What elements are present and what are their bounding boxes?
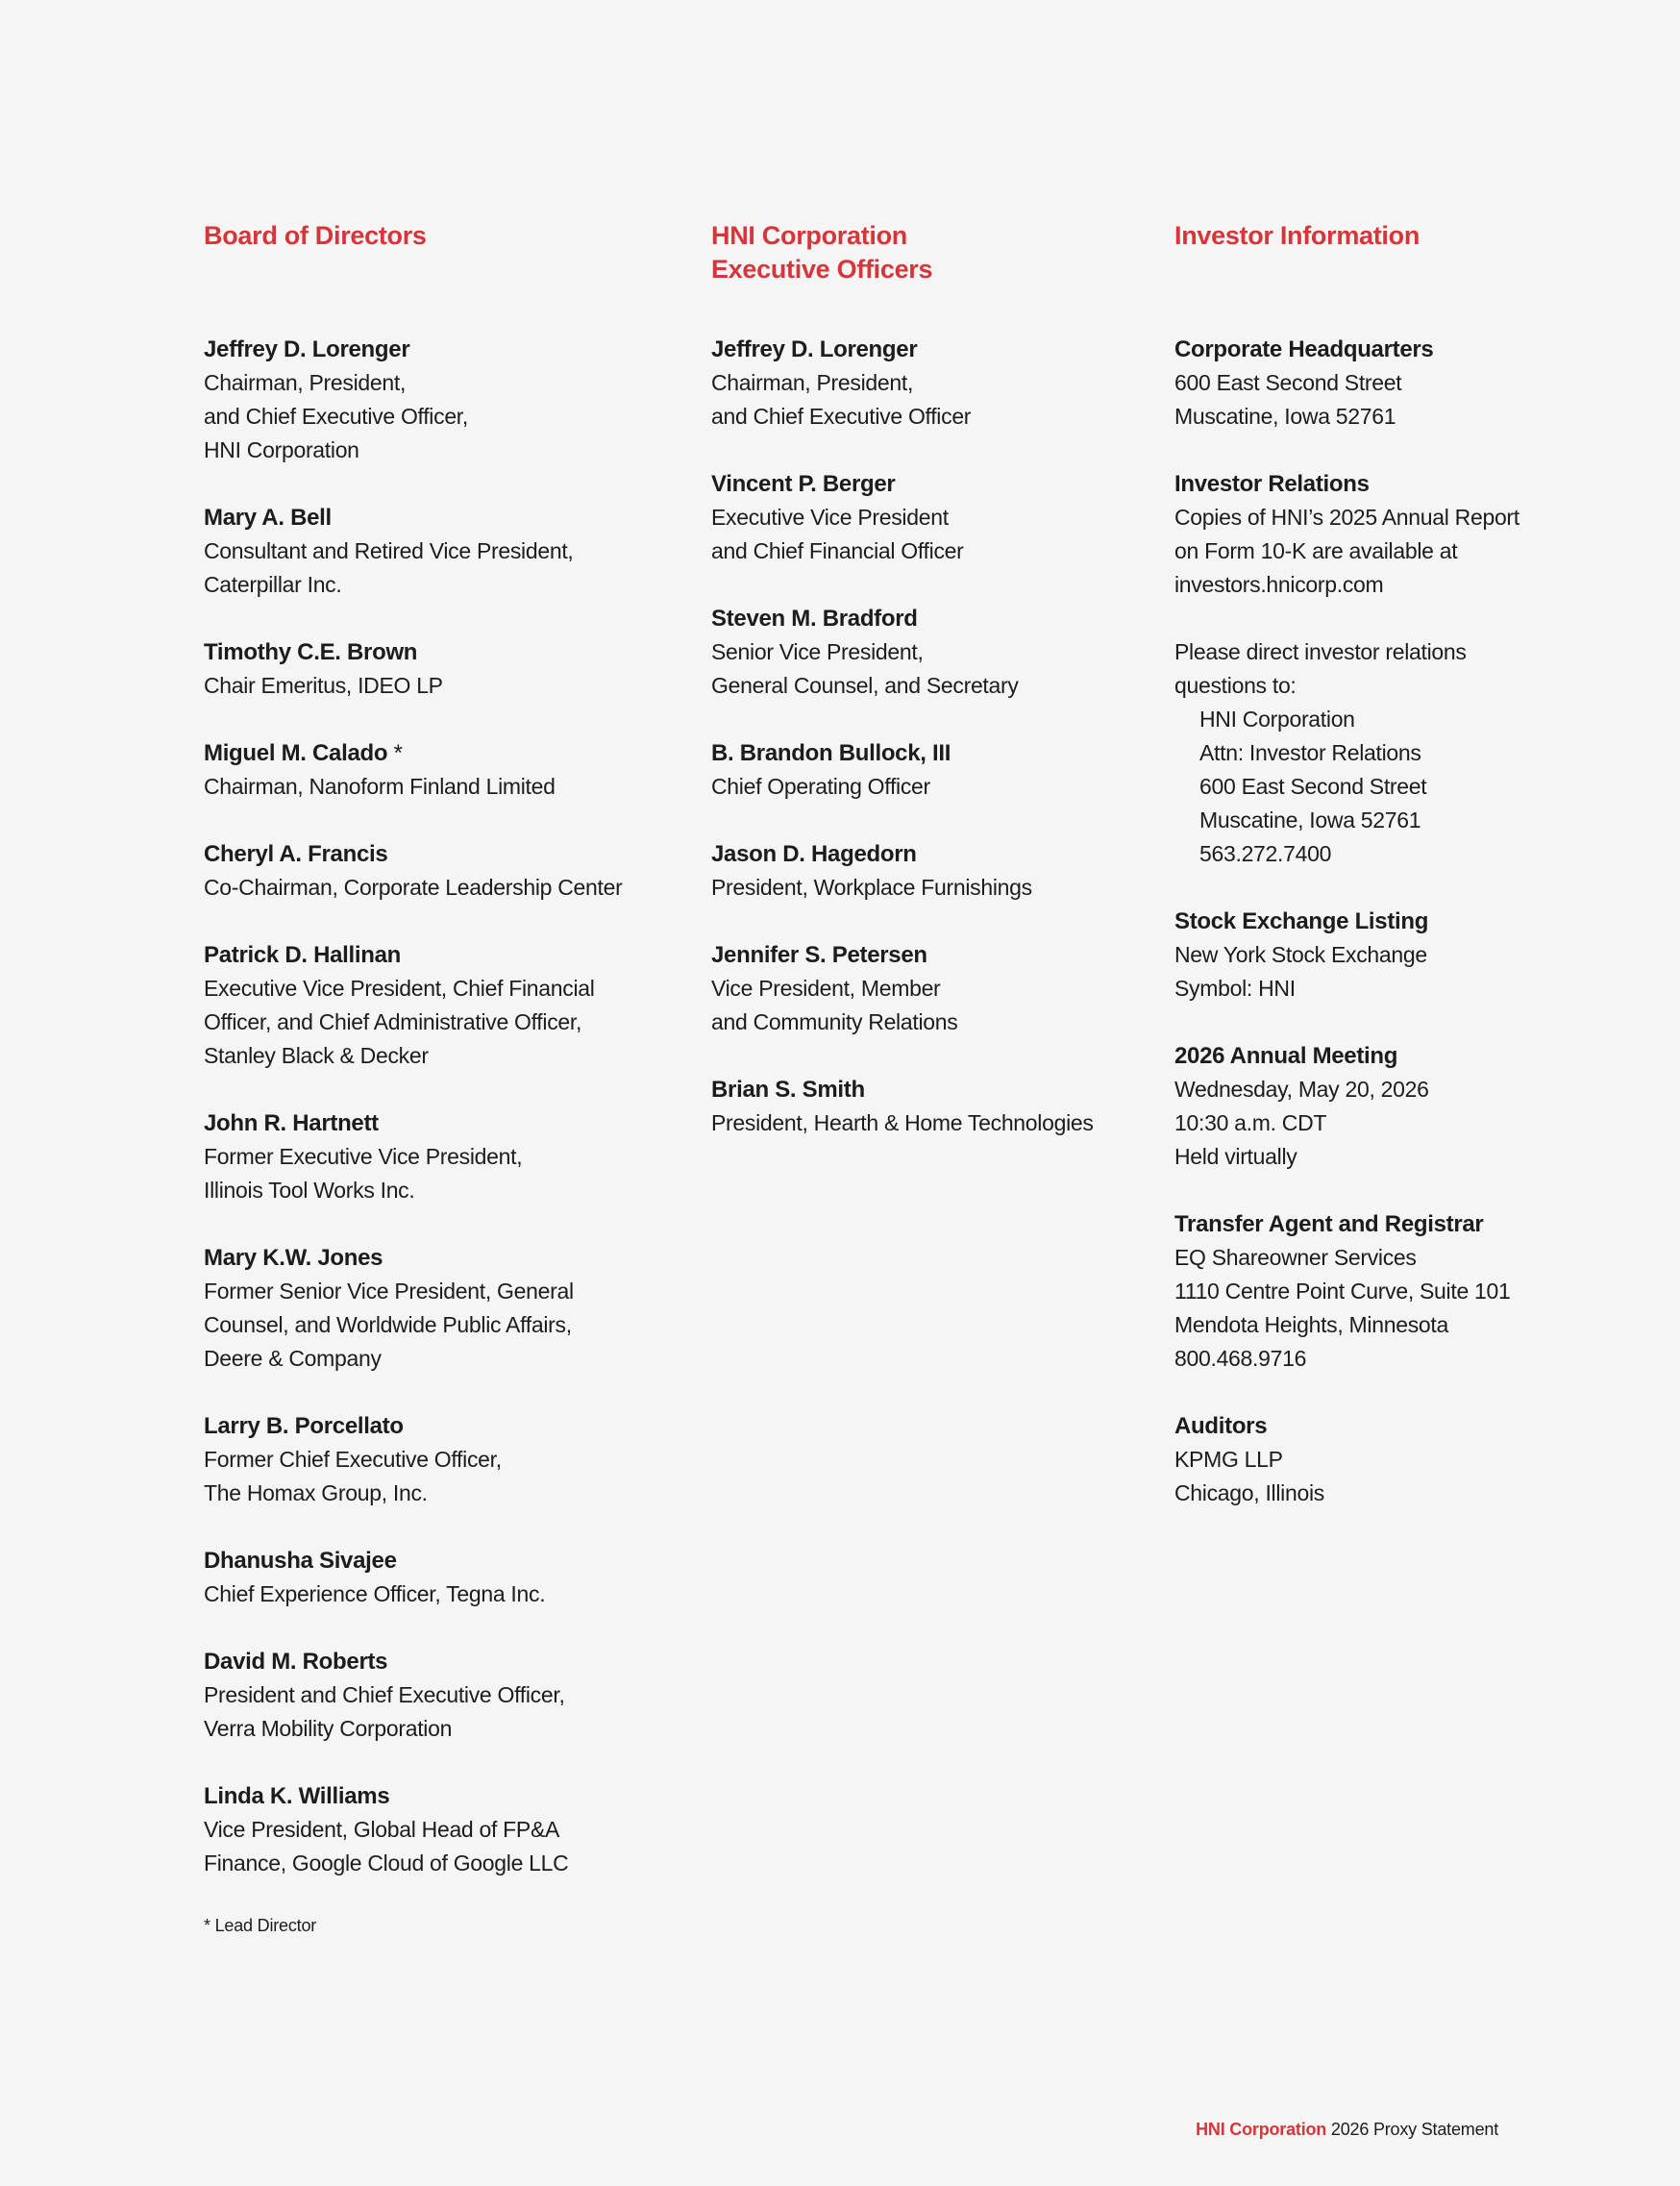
investor-address-line: Muscatine, Iowa 52761 <box>1199 807 1421 832</box>
director-name: Jeffrey D. Lorenger <box>204 336 410 362</box>
director-name: David M. Roberts <box>204 1649 388 1675</box>
director-name: Miguel M. Calado <box>204 740 388 766</box>
annual-meeting-time: 10:30 a.m. CDT <box>1174 1110 1327 1135</box>
executives-heading-line: HNI Corporation <box>711 221 907 250</box>
director-entry <box>204 333 704 467</box>
officer-title-line: and Chief Executive Officer <box>711 404 972 429</box>
director-role-line: Vice President, Global Head of FP&A <box>204 1817 560 1842</box>
director-name: Mary K.W. Jones <box>204 1245 383 1271</box>
stock-symbol: Symbol: HNI <box>1174 976 1296 1001</box>
board-heading: Board of Directors <box>204 221 427 250</box>
director-role-line: Former Executive Vice President, <box>204 1144 523 1169</box>
director-role-line: Illinois Tool Works Inc. <box>204 1178 415 1203</box>
officer-name: Jennifer S. Petersen <box>711 942 927 968</box>
director-role-line: Chairman, Nanoform Finland Limited <box>204 774 556 799</box>
director-entry <box>204 1409 704 1510</box>
investor-contact-line: questions to: <box>1174 673 1297 698</box>
transfer-agent-phone: 800.468.9716 <box>1174 1346 1307 1371</box>
officer-entry <box>711 1073 1173 1140</box>
annual-meeting-title: 2026 Annual Meeting <box>1174 1043 1398 1069</box>
transfer-agent-section <box>1174 1207 1636 1376</box>
officer-name: Brian S. Smith <box>711 1077 865 1103</box>
officer-entry <box>711 333 1173 434</box>
investor-contact-line: Please direct investor relations <box>1174 639 1467 664</box>
lead-director-footnote: * Lead Director <box>204 1916 317 1935</box>
director-name: John R. Hartnett <box>204 1110 379 1136</box>
director-role-line: Verra Mobility Corporation <box>204 1716 453 1741</box>
officer-title-line: Chairman, President, <box>711 370 914 395</box>
officer-entry <box>711 938 1173 1039</box>
transfer-agent-title: Transfer Agent and Registrar <box>1174 1211 1484 1237</box>
director-role-line: Finance, Google Cloud of Google LLC <box>204 1851 569 1875</box>
director-name: Mary A. Bell <box>204 505 332 531</box>
investor-phone: 563.272.7400 <box>1199 841 1332 866</box>
director-name: Larry B. Porcellato <box>204 1413 404 1439</box>
director-role-line: and Chief Executive Officer, <box>204 404 468 429</box>
board-of-directors-column <box>204 219 704 1937</box>
director-entry <box>204 1544 704 1611</box>
investor-heading: Investor Information <box>1174 221 1421 250</box>
officer-entry <box>711 837 1173 905</box>
auditors-line: KPMG LLP <box>1174 1447 1283 1472</box>
footer-text: 2026 Proxy Statement <box>1326 2120 1498 2139</box>
auditors-title: Auditors <box>1174 1413 1268 1439</box>
transfer-agent-line: 1110 Centre Point Curve, Suite 101 <box>1174 1279 1511 1304</box>
officer-name: Jason D. Hagedorn <box>711 841 917 867</box>
director-name: Timothy C.E. Brown <box>204 639 418 665</box>
director-name: Patrick D. Hallinan <box>204 942 402 968</box>
director-role-line: Chair Emeritus, IDEO LP <box>204 673 443 698</box>
director-entry <box>204 1106 704 1207</box>
officer-title-line: General Counsel, and Secretary <box>711 673 1019 698</box>
director-entry <box>204 1241 704 1376</box>
investor-address-line: Attn: Investor Relations <box>1199 740 1421 765</box>
director-role-line: President and Chief Executive Officer, <box>204 1682 565 1707</box>
director-role-line: Executive Vice President, Chief Financial <box>204 976 595 1001</box>
investor-information-column <box>1174 219 1636 1544</box>
director-entry <box>204 1779 704 1880</box>
investor-contact-section <box>1174 635 1636 871</box>
officer-title-line: and Chief Financial Officer <box>711 538 964 563</box>
investor-address-line: HNI Corporation <box>1199 707 1355 732</box>
stock-exchange-title: Stock Exchange Listing <box>1174 908 1429 934</box>
director-role-line: Consultant and Retired Vice President, <box>204 538 574 563</box>
annual-meeting-date: Wednesday, May 20, 2026 <box>1174 1077 1429 1102</box>
director-entry <box>204 736 704 804</box>
transfer-agent-line: EQ Shareowner Services <box>1174 1245 1417 1270</box>
investor-heading-block <box>1174 219 1636 333</box>
officer-entry <box>711 736 1173 804</box>
director-entry <box>204 938 704 1073</box>
director-name: Dhanusha Sivajee <box>204 1548 397 1574</box>
officer-name: Steven M. Bradford <box>711 606 918 632</box>
investor-relations-line: Copies of HNI’s 2025 Annual Report <box>1174 505 1519 530</box>
officer-entry <box>711 602 1173 703</box>
headquarters-title: Corporate Headquarters <box>1174 336 1434 362</box>
annual-meeting-section <box>1174 1039 1636 1174</box>
executives-heading-block <box>711 219 1173 333</box>
officer-title-line: and Community Relations <box>711 1009 958 1034</box>
auditors-section <box>1174 1409 1636 1510</box>
officer-entry <box>711 467 1173 568</box>
headquarters-line: Muscatine, Iowa 52761 <box>1174 404 1396 429</box>
investor-relations-section <box>1174 467 1636 602</box>
director-role-line: Caterpillar Inc. <box>204 572 342 597</box>
officer-title-line: Executive Vice President <box>711 505 949 530</box>
page-footer <box>1196 2118 1498 2141</box>
director-role-line: Chairman, President, <box>204 370 407 395</box>
director-name: Cheryl A. Francis <box>204 841 388 867</box>
officer-title-line: President, Hearth & Home Technologies <box>711 1110 1094 1135</box>
auditors-line: Chicago, Illinois <box>1174 1480 1324 1505</box>
director-entry <box>204 501 704 602</box>
officer-title-line: President, Workplace Furnishings <box>711 875 1032 900</box>
stock-exchange-section <box>1174 905 1636 1006</box>
lead-director-mark: * <box>387 740 403 766</box>
director-entry <box>204 1645 704 1746</box>
investor-relations-title: Investor Relations <box>1174 471 1370 497</box>
footer-brand: HNI Corporation <box>1196 2120 1327 2139</box>
officer-name: Jeffrey D. Lorenger <box>711 336 918 362</box>
director-role-line: HNI Corporation <box>204 437 359 462</box>
director-role-line: Co-Chairman, Corporate Leadership Center <box>204 875 623 900</box>
executives-heading-line: Executive Officers <box>711 255 933 284</box>
executive-officers-column <box>711 219 1173 1174</box>
director-role-line: Chief Experience Officer, Tegna Inc. <box>204 1581 546 1606</box>
director-entry <box>204 837 704 905</box>
director-role-line: Former Senior Vice President, General <box>204 1279 574 1304</box>
director-role-line: Counsel, and Worldwide Public Affairs, <box>204 1312 572 1337</box>
director-role-line: Stanley Black & Decker <box>204 1043 429 1068</box>
director-role-line: Officer, and Chief Administrative Officer, <box>204 1009 582 1034</box>
officer-name: Vincent P. Berger <box>711 471 896 497</box>
executives-heading <box>711 219 1173 286</box>
headquarters-line: 600 East Second Street <box>1174 370 1402 395</box>
stock-exchange-line: New York Stock Exchange <box>1174 942 1427 967</box>
director-name-row <box>204 736 704 770</box>
investor-relations-link[interactable]: investors.hnicorp.com <box>1174 572 1384 597</box>
officer-title-line: Chief Operating Officer <box>711 774 930 799</box>
transfer-agent-line: Mendota Heights, Minnesota <box>1174 1312 1448 1337</box>
officer-name: B. Brandon Bullock, III <box>711 740 951 766</box>
director-role-line: Former Chief Executive Officer, <box>204 1447 502 1472</box>
officer-title-line: Vice President, Member <box>711 976 941 1001</box>
officer-title-line: Senior Vice President, <box>711 639 924 664</box>
board-heading-block <box>204 219 704 333</box>
annual-meeting-format: Held virtually <box>1174 1144 1297 1169</box>
director-entry <box>204 635 704 703</box>
director-role-line: The Homax Group, Inc. <box>204 1480 428 1505</box>
investor-relations-line: on Form 10-K are available at <box>1174 538 1458 563</box>
investor-address-line: 600 East Second Street <box>1199 774 1427 799</box>
director-name: Linda K. Williams <box>204 1783 390 1809</box>
director-role-line: Deere & Company <box>204 1346 382 1371</box>
headquarters-section <box>1174 333 1636 434</box>
